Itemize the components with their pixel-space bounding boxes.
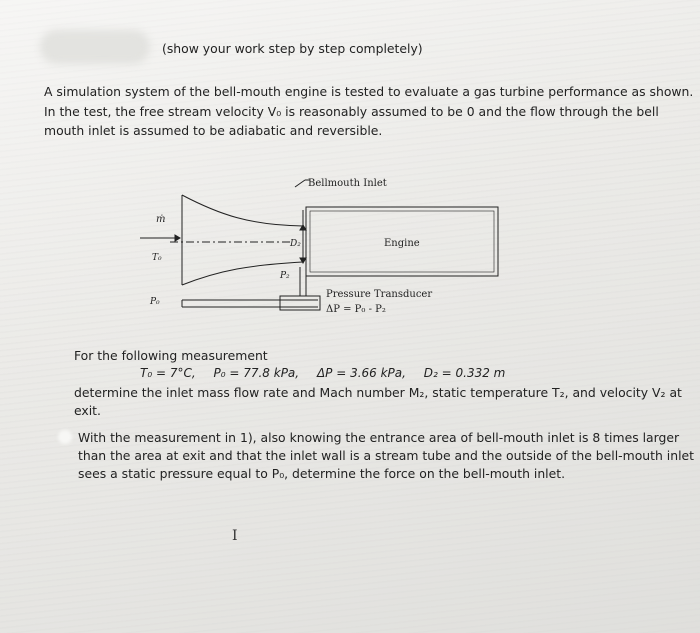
task-2-line: With the measurement in 1), also knowing the entrance area of bell-mouth inlet is 8 times larger <box>78 430 680 445</box>
bellmouth-label: Bellmouth Inlet <box>308 178 387 189</box>
instruction-text: (show your work step by step completely) <box>162 41 423 56</box>
intro-line: mouth inlet is assumed to be adiabatic and reversible. <box>44 123 383 138</box>
t0-label: T₀ <box>152 253 162 263</box>
redacted-area <box>40 30 150 64</box>
task-2-text <box>78 428 694 482</box>
bellmouth-diagram <box>130 170 510 330</box>
transducer-label: Pressure Transducer <box>326 289 433 300</box>
task-1-line: determine the inlet mass flow rate and Mach number M₂, static temperature T₂, and velocity V₂ at <box>74 385 682 400</box>
pressure-transducer <box>280 296 320 310</box>
task-1-text <box>74 383 682 419</box>
intro-line: A simulation system of the bell-mouth engine is tested to evaluate a gas turbine performance as shown. <box>44 84 694 99</box>
p2-label: P₂ <box>280 271 290 281</box>
d2-label: D₂ <box>290 239 301 249</box>
measurement-d2: D₂ = 0.332 m <box>423 366 506 380</box>
task-1-line: exit. <box>74 403 101 418</box>
intro-paragraph <box>44 82 693 141</box>
measurement-p0: P₀ = 77.8 kPa, <box>213 366 300 380</box>
task-2-line: sees a static pressure equal to P₀, determine the force on the bell-mouth inlet. <box>78 466 566 481</box>
delta-p-label: ΔP = P₀ - P₂ <box>326 304 386 315</box>
intro-line: In the test, the free stream velocity V₀ is reasonably assumed to be 0 and the flow through the bell <box>44 103 659 119</box>
bellmouth-upper-wall <box>182 195 303 226</box>
engine-label: Engine <box>384 238 420 249</box>
measurement-heading: For the following measurement <box>74 348 268 363</box>
measurement-values <box>140 364 519 383</box>
p0-label: P₀ <box>150 297 160 307</box>
task-2-line: than the area at exit and that the inlet wall is a stream tube and the outside of the bell-mouth inlet <box>78 448 695 463</box>
mdot-label: ṁ <box>156 214 166 225</box>
measurement-delta-p: ΔP = 3.66 kPa, <box>316 366 406 380</box>
measurement-t0: T₀ = 7°C, <box>140 366 196 380</box>
bullet-marker <box>58 430 72 444</box>
text-cursor-icon: I <box>232 528 238 544</box>
